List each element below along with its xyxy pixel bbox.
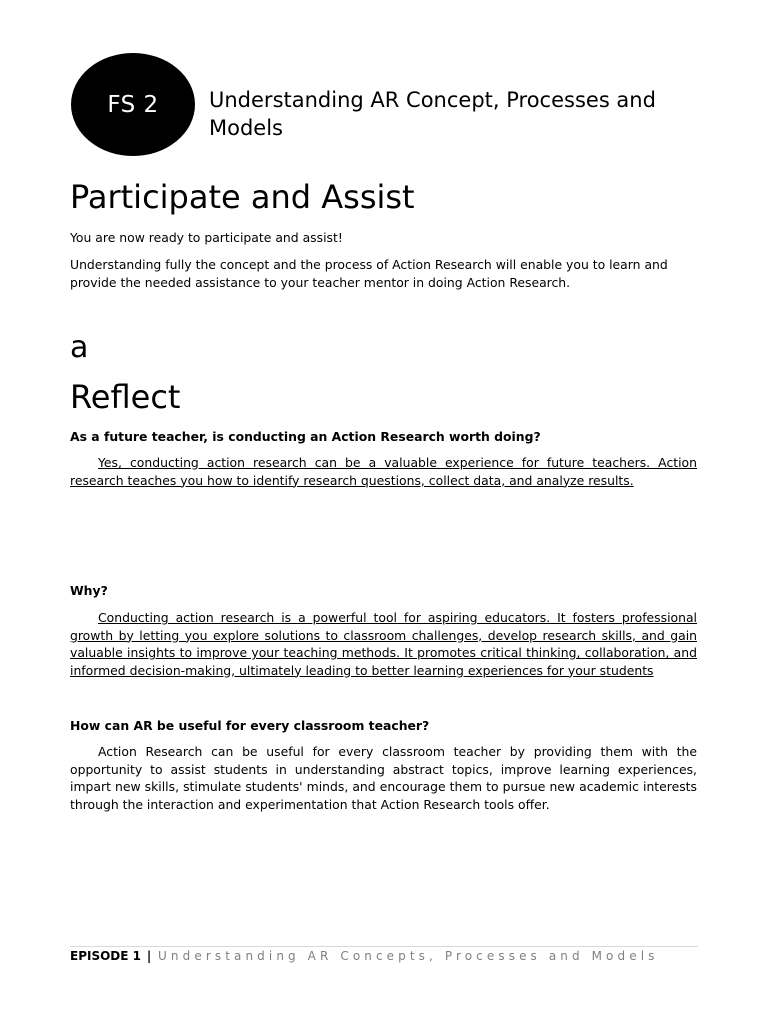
answer-3-text: Action Research can be useful for every classroom teacher by providing them with the opportunity to assist students in understanding abstract topics, improve learning experiences, impart new skills, stimulate students' minds, and encourage them to pursue new academic interests through the interaction and experimentation that Action Research tools offer. [70, 744, 697, 812]
fs2-badge [71, 53, 195, 156]
answer-2-text: Conducting action research is a powerful tool for aspiring educators. It fosters professional growth by letting you explore solutions to classroom challenges, develop research skills, and gain valuable insights to improve your teaching methods. It promotes critical thinking, collaboration, and informed decision-making, ultimately leading to better learning experiences for your students [70, 610, 697, 678]
header-title: Understanding AR Concept, Processes and Models [209, 88, 656, 140]
answer-1 [70, 454, 697, 489]
body-paragraph: Understanding fully the concept and the process of Action Research will enable you to learn and provide the needed assistance to your teacher mentor in doing Action Research. [70, 257, 668, 290]
question-1: As a future teacher, is conducting an Action Research worth doing? [70, 429, 541, 444]
section-letter: a [70, 330, 89, 365]
badge-label: FS 2 [107, 91, 159, 118]
footer-separator: | [146, 949, 152, 963]
answer-3 [70, 743, 697, 813]
footer-subtitle: Understanding AR Concepts, Processes and Models [158, 949, 659, 963]
footer-divider [70, 946, 698, 947]
question-3: How can AR be useful for every classroom teacher? [70, 718, 430, 733]
answer-1-text: Yes, conducting action research can be a valuable experience for future teachers. Action research teaches you how to identify research questions, collect data, and analyze results. [70, 455, 697, 488]
footer-episode: EPISODE 1 [70, 949, 141, 963]
page-footer [70, 948, 710, 964]
intro-paragraph: You are now ready to participate and assist! [70, 230, 343, 245]
answer-2 [70, 609, 697, 679]
section-heading-reflect: Reflect [70, 378, 181, 416]
question-2: Why? [70, 583, 108, 598]
section-heading-participate: Participate and Assist [70, 178, 415, 216]
